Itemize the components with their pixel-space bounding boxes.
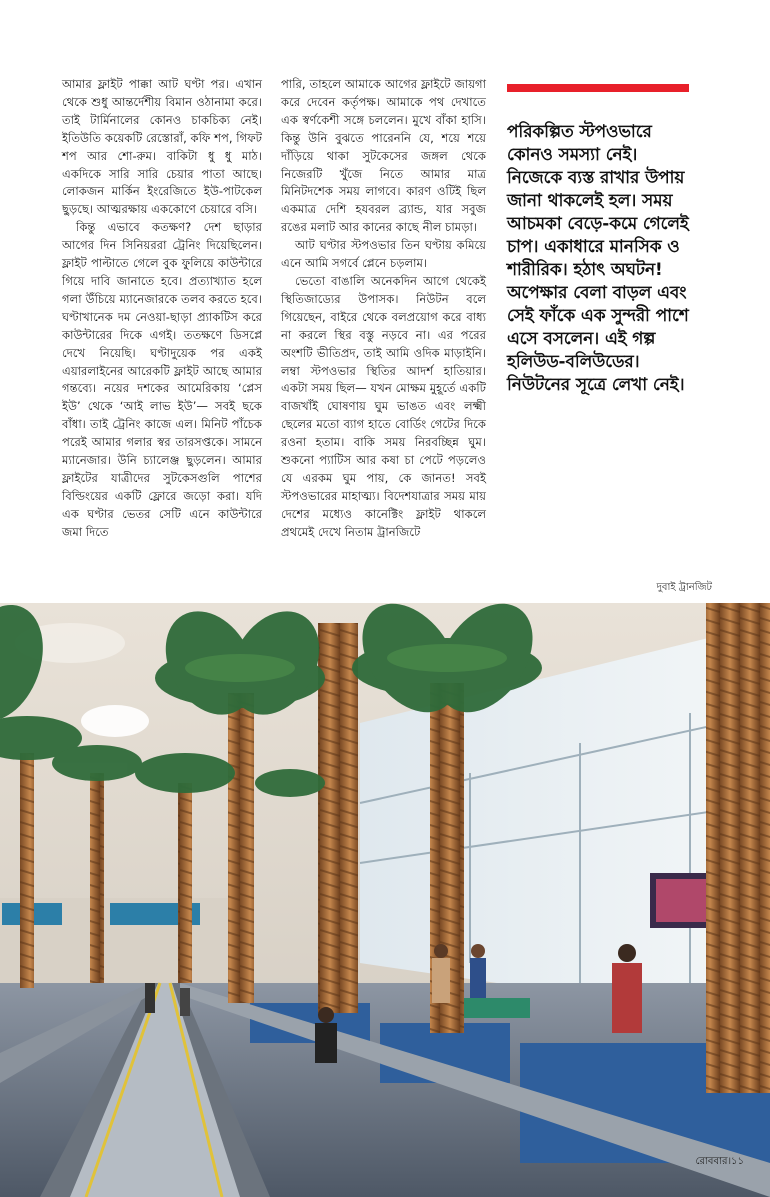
page-folio: রোববার।১১ [695,1156,744,1167]
article-column-1 [62,76,262,542]
article-column-2 [281,76,486,542]
article-paragraph: ভেতো বাঙালি অনেকদিন আগে থেকেই স্থিতিজাড্যের উপাসক। নিউটন বলে গিয়েছেন, বাইরে থেকে বলপ্রয়োগ করে বাধ্য না করলে স্থির বস্তু নড়বে না। এর পরের অংশটি ভীতিপ্রদ, তাই আমি ওদিক মাড়াইনি। লম্বা স্টপওভার স্থিতির আদর্শ হাতিয়ার। একটা সময় ছিল— যখন মোক্ষম মুহূর্তে একটি বাজখাঁই ঘোষণায় ঘুম ভাঙত এবং লক্ষ্মী ছেলের মতো ব্যাগ হাতে বোর্ডিং গেটের দিকে রওনা হতাম। বাকি সময় নিরবচ্ছিন্ন ঘুম। শুকনো প্যাটিস আর কষা চা পেটে পড়লেও যে এরকম ঘুম পায়, কে জানত! সবই স্টপওভারের মাহাত্ম্য। বিদেশযাত্রার সময় মায় দেশের মধ্যেও কানেক্টিং ফ্লাইট থাকলে প্রথমেই দেখে নিতাম ট্রানজিটে [281,273,486,539]
article-paragraph: আমার ফ্লাইট পাক্কা আট ঘণ্টা পর। এখান থেকে শুধু আন্তর্দেশীয় বিমান ওঠানামা করে। তাই টার্মিনালের কোনও চাকচিক্য নেই। ইতিউতি কয়েকটি রেস্তোরাঁ, কফি শপ, গিফট শপ আর শো-রুম। বাকিটা ধু ধু মাঠ। একদিকে সারি সারি চেয়ার পাতা আছে। লোকজন মার্কিন ইংরেজিতে ইউ-পাটকেল ছুড়ছে। আত্মরক্ষায় এককোণে চেয়ারে বসি। [62,77,262,217]
article-paragraph: কিন্তু এভাবে কতক্ষণ? দেশ ছাড়ার আগের দিন সিনিয়ররা ট্রেনিং দিয়েছিলেন। ফ্লাইট পাল্টাতে গেলে বুক ফুলিয়ে কাউন্টারে গিয়ে দাবি জানাতে হবে। প্রত্যাখ্যাত হলে গলা উঁচিয়ে ম্যানেজারকে তলব করতে হবে। ঘণ্টাখানেক দম নেওয়া-ছাড়া প্র্যাকটিস করে কাউন্টারের দিকে এগই। ততক্ষণে ডিসপ্লে দেখে নিয়েছি। ঘণ্টাদুয়েক পর একই এয়ারলাইনের আরেকটি ফ্লাইট আছে আমার গন্তব্যে। নয়ের দশকের আমেরিকায় ‘প্লেস ইউ’ থেকে ‘আই লাভ ইউ’— সবই ছকে বাঁধা। তাই ট্রেনিং কাজে এল। মিনিট পাঁচেক পরেই আমার গলার স্বর তারসপ্তকে। সামনে ম্যানেজার। উনি চ্যালেঞ্জ ছুড়লেন। আমার ফ্লাইটের যাত্রীদের সুটকেসগুলি পাশের বিল্ডিংয়ের একটি ফ্লোরে জড়ো করা। যদি এক ঘণ্টার ভেতর সেটি এনে কাউন্টারে জমা দিতে [62,220,262,539]
photo-caption: দুবাই ট্রানজিট [656,582,712,593]
airport-photo [0,603,770,1197]
article-paragraph: পারি, তাহলে আমাকে আগের ফ্লাইটে জায়গা করে দেবেন কর্তৃপক্ষ। আমাকে পথ দেখাতে এক স্বর্ণকেশী সঙ্গে চললেন। মুখে বাঁকা হাসি। কিন্তু উনি বুঝতে পারেননি যে, শয়ে শয়ে দাঁড়িয়ে থাকা সুটকেসের জঙ্গল থেকে নিজেরটি খুঁজে নিতে আমার মাত্র মিনিটদশেক সময় লাগবে। কারণ ওটিই ছিল একমাত্র দেশি হযবরল ব্র্যান্ড, যার সবুজ রঙের মলাট আর কানের কাছে নীল চামড়া। [281,77,486,235]
article-paragraph: আট ঘণ্টার স্টপওভার তিন ঘণ্টায় কমিয়ে এনে আমি সগর্বে প্লেনে চড়লাম। [281,238,486,271]
pull-quote [507,84,689,396]
pull-quote-text: পরিকল্পিত স্টপওভারে কোনও সমস্যা নেই। নিজেকে ব্যস্ত রাখার উপায় জানা থাকলেই হল। সময় আচমকা বেড়ে-কমে গেলেই চাপ। একাধারে মানসিক ও শারীরিক। হঠাৎ অঘটন! অপেক্ষার বেলা বাড়ল এবং সেই ফাঁকে এক সুন্দরী পাশে এসে বসলেন। এই গল্প হলিউড-বলিউডের। নিউটনের সূত্রে লেখা নেই। [507,121,689,394]
accent-bar [507,84,689,92]
